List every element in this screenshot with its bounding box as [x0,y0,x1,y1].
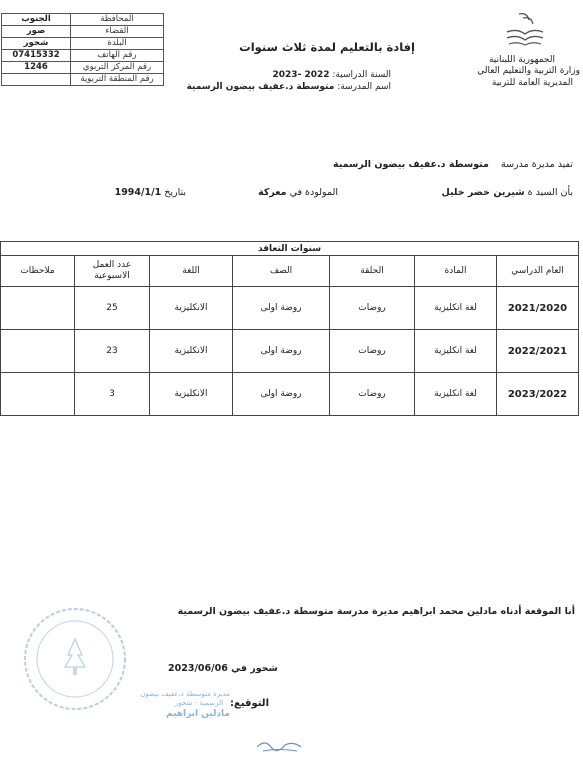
birthplace [258,187,338,198]
open-book-logo-icon [505,10,545,48]
page-title: إفادة بالتعليم لمدة ثلاث سنوات [239,40,415,54]
cell-language: الانكليزية [150,287,233,330]
table-caption: سنوات التعاقد [1,242,579,256]
cell-hours: 25 [75,287,150,330]
signature-label: التوقيع: [230,698,269,709]
cell-language: الانكليزية [150,373,233,416]
date-label: بتاريخ [164,187,186,198]
statement-line-1 [333,159,573,170]
cell-notes [1,287,75,330]
cell-subject: لغة انكليزية [415,373,497,416]
cell-class: روضة اولى [233,287,330,330]
cell-subject: لغة انكليزية [415,287,497,330]
info-key: رقم المركز التربوي [71,62,164,74]
table-row [1,287,579,330]
info-row [2,62,164,74]
cell-cycle: روضات [330,373,415,416]
cell-notes [1,330,75,373]
header-country: الجمهورية اللبنانية [488,55,555,65]
info-key: رقم الهاتف [71,50,164,62]
person-name: شيرين خضر خليل [441,187,525,198]
info-row [2,74,164,86]
col-header: ملاحظات [1,256,75,287]
born-in-label: المولودة في [289,187,338,198]
cell-cycle: روضات [330,330,415,373]
col-header: المادة [415,256,497,287]
info-key: البلدة [71,38,164,50]
cell-notes [1,373,75,416]
cell-language: الانكليزية [150,330,233,373]
contracts-table [0,241,579,416]
person-line [442,187,574,198]
info-value: الجنوب [2,14,71,26]
statement-prefix: تفيد مديرة مدرسة [501,159,573,170]
school-name-value: متوسطة د.عفيف بيضون الرسمية [186,82,335,92]
cell-year: 2023/2022 [497,373,579,416]
info-key: رقم المنطقة التربوية [71,74,164,86]
school-name-label: اسم المدرسة: [337,82,391,92]
academic-year-label: السنة الدراسية: [332,70,391,80]
info-row [2,14,164,26]
col-header: العام الدراسي [497,256,579,287]
academic-year-row [273,70,391,81]
birthdate [115,187,186,198]
info-row [2,26,164,38]
cell-hours: 23 [75,330,150,373]
academic-year-value: 2022 -2023 [272,70,330,80]
col-header: الصف [233,256,330,287]
signatory-line: أنا الموقعة أدناه مادلين محمد ابراهيم مديرة مدرسة متوسطة د.عفيف بيضون الرسمية [177,606,575,617]
info-key: المحافظة [71,14,164,26]
statement-school: متوسطة د.عفيف بيضون الرسمية [332,159,489,170]
person-prefix: بأن السيد ة [527,187,573,198]
stamp-line: الرسمية - شحور [174,699,224,707]
info-value: 07415332 [2,50,71,62]
col-header: اللغة [150,256,233,287]
cell-year: 2021/2020 [497,287,579,330]
official-round-stamp-icon [20,605,130,713]
cell-class: روضة اولى [233,330,330,373]
info-row [2,38,164,50]
header-ministry: وزارة التربية والتعليم العالي [477,66,580,76]
table-row [1,330,579,373]
info-value [2,74,71,86]
stamp-line: مادلين ابراهيم [166,709,230,719]
date-value: 1994/1/1 [114,187,162,198]
header-directorate: المديرية العامة للتربية [491,78,573,88]
cell-class: روضة اولى [233,373,330,416]
col-header: الحلقة [330,256,415,287]
table-row [1,373,579,416]
handwritten-signature [255,735,305,755]
info-row [2,50,164,62]
cell-subject: لغة انكليزية [415,330,497,373]
info-value: شحور [2,38,71,50]
signature-stamp [140,690,230,720]
school-name-row [187,82,391,93]
cell-cycle: روضات [330,287,415,330]
place-date: شحور في 2023/06/06 [168,663,278,674]
table-caption-row [1,242,579,256]
ministry-logo [505,10,545,48]
info-value: 1246 [2,62,71,74]
col-header: عدد العمل الاسبوعية [75,256,150,287]
info-value: صور [2,26,71,38]
table-header-row [1,256,579,287]
cell-year: 2022/2021 [497,330,579,373]
stamp-line: مديرة متوسطة د.عفيف بيضون [140,690,230,698]
born-in-value: معركة [258,187,287,198]
school-info-box [1,13,164,86]
info-key: القضاء [71,26,164,38]
cell-hours: 3 [75,373,150,416]
